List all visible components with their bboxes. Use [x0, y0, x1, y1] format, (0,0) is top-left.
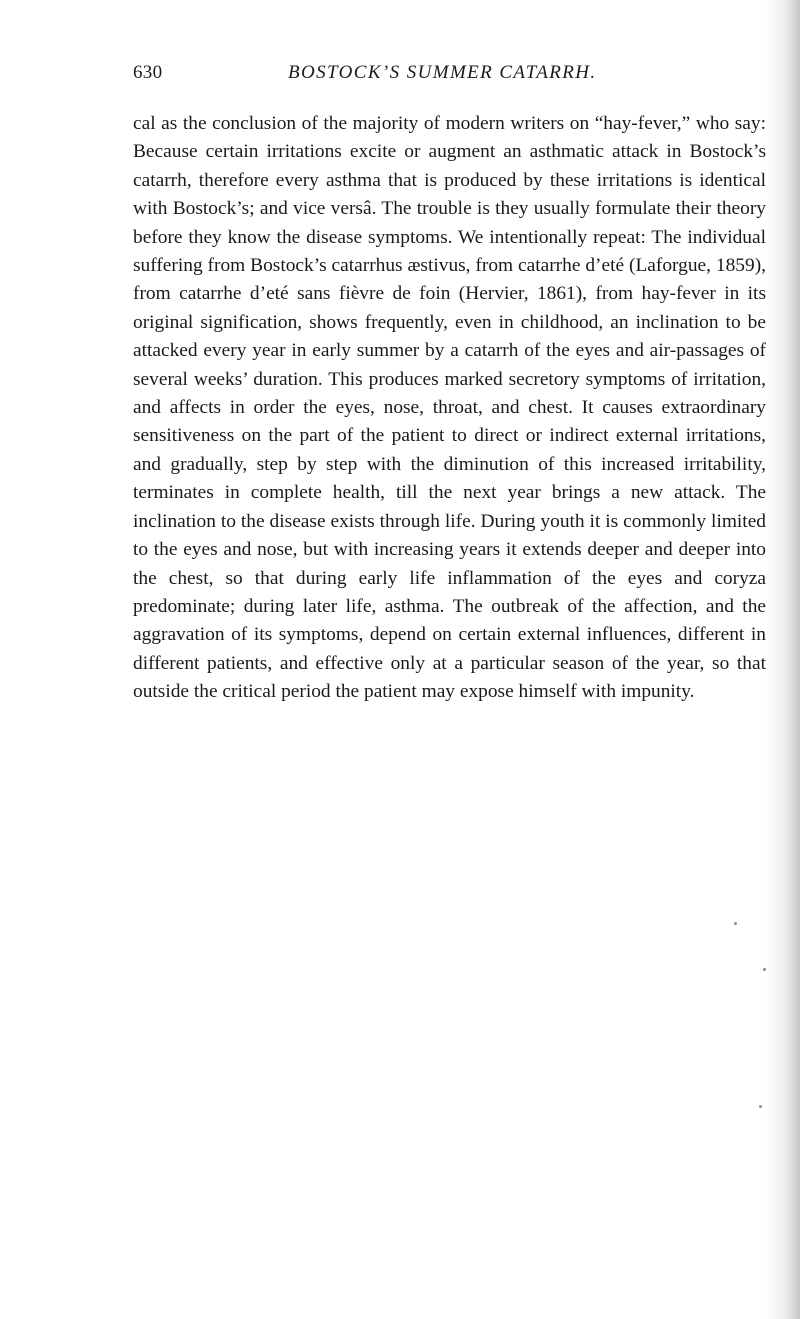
page-number: 630 — [133, 62, 163, 83]
page-header — [133, 62, 773, 90]
scan-speck — [763, 968, 766, 971]
body-paragraph: cal as the conclusion of the majority of modern writers on “hay-fever,” who say: Because certain irritations excite or augment an asthmatic attack in Bostock’s catarrh, therefore every asthma that is produced by these irritations is identical with Bostock’s; and vice versâ. The trouble is they usually formulate their theory before they know the disease symptoms. We intentionally repeat: The individual suffering from Bostock’s catarrhus æstivus, from catarrhe d’eté (Laforgue, 1859), from catarrhe d’eté sans fièvre de foin (Hervier, 1861), from hay-fever in its original signification, shows frequently, even in childhood, an inclination to be attacked every year in early summer by a catarrh of the eyes and air-passages of several weeks’ duration. This produces marked secretory symptoms of irritation, and affects in order the eyes, nose, throat, and chest. It causes extraordinary sensitiveness on the part of the patient to direct or indirect external irritations, and gradually, step by step with the diminution of this increased irritability, terminates in complete health, till the next year brings a new attack. The inclination to the disease exists through life. During youth it is commonly limited to the eyes and nose, but with increasing years it extends deeper and deeper into the chest, so that during early life inflammation of the eyes and coryza predominate; during later life, asthma. The outbreak of the affection, and the aggravation of its symptoms, depend on certain external influences, different in different patients, and effective only at a particular season of the year, so that outside the critical period the patient may expose himself with impunity. — [133, 113, 766, 703]
page-edge-shadow — [766, 0, 800, 1319]
running-head: BOSTOCK’S SUMMER CATARRH. — [288, 62, 597, 83]
scan-speck — [734, 922, 737, 925]
scan-speck — [759, 1105, 762, 1108]
